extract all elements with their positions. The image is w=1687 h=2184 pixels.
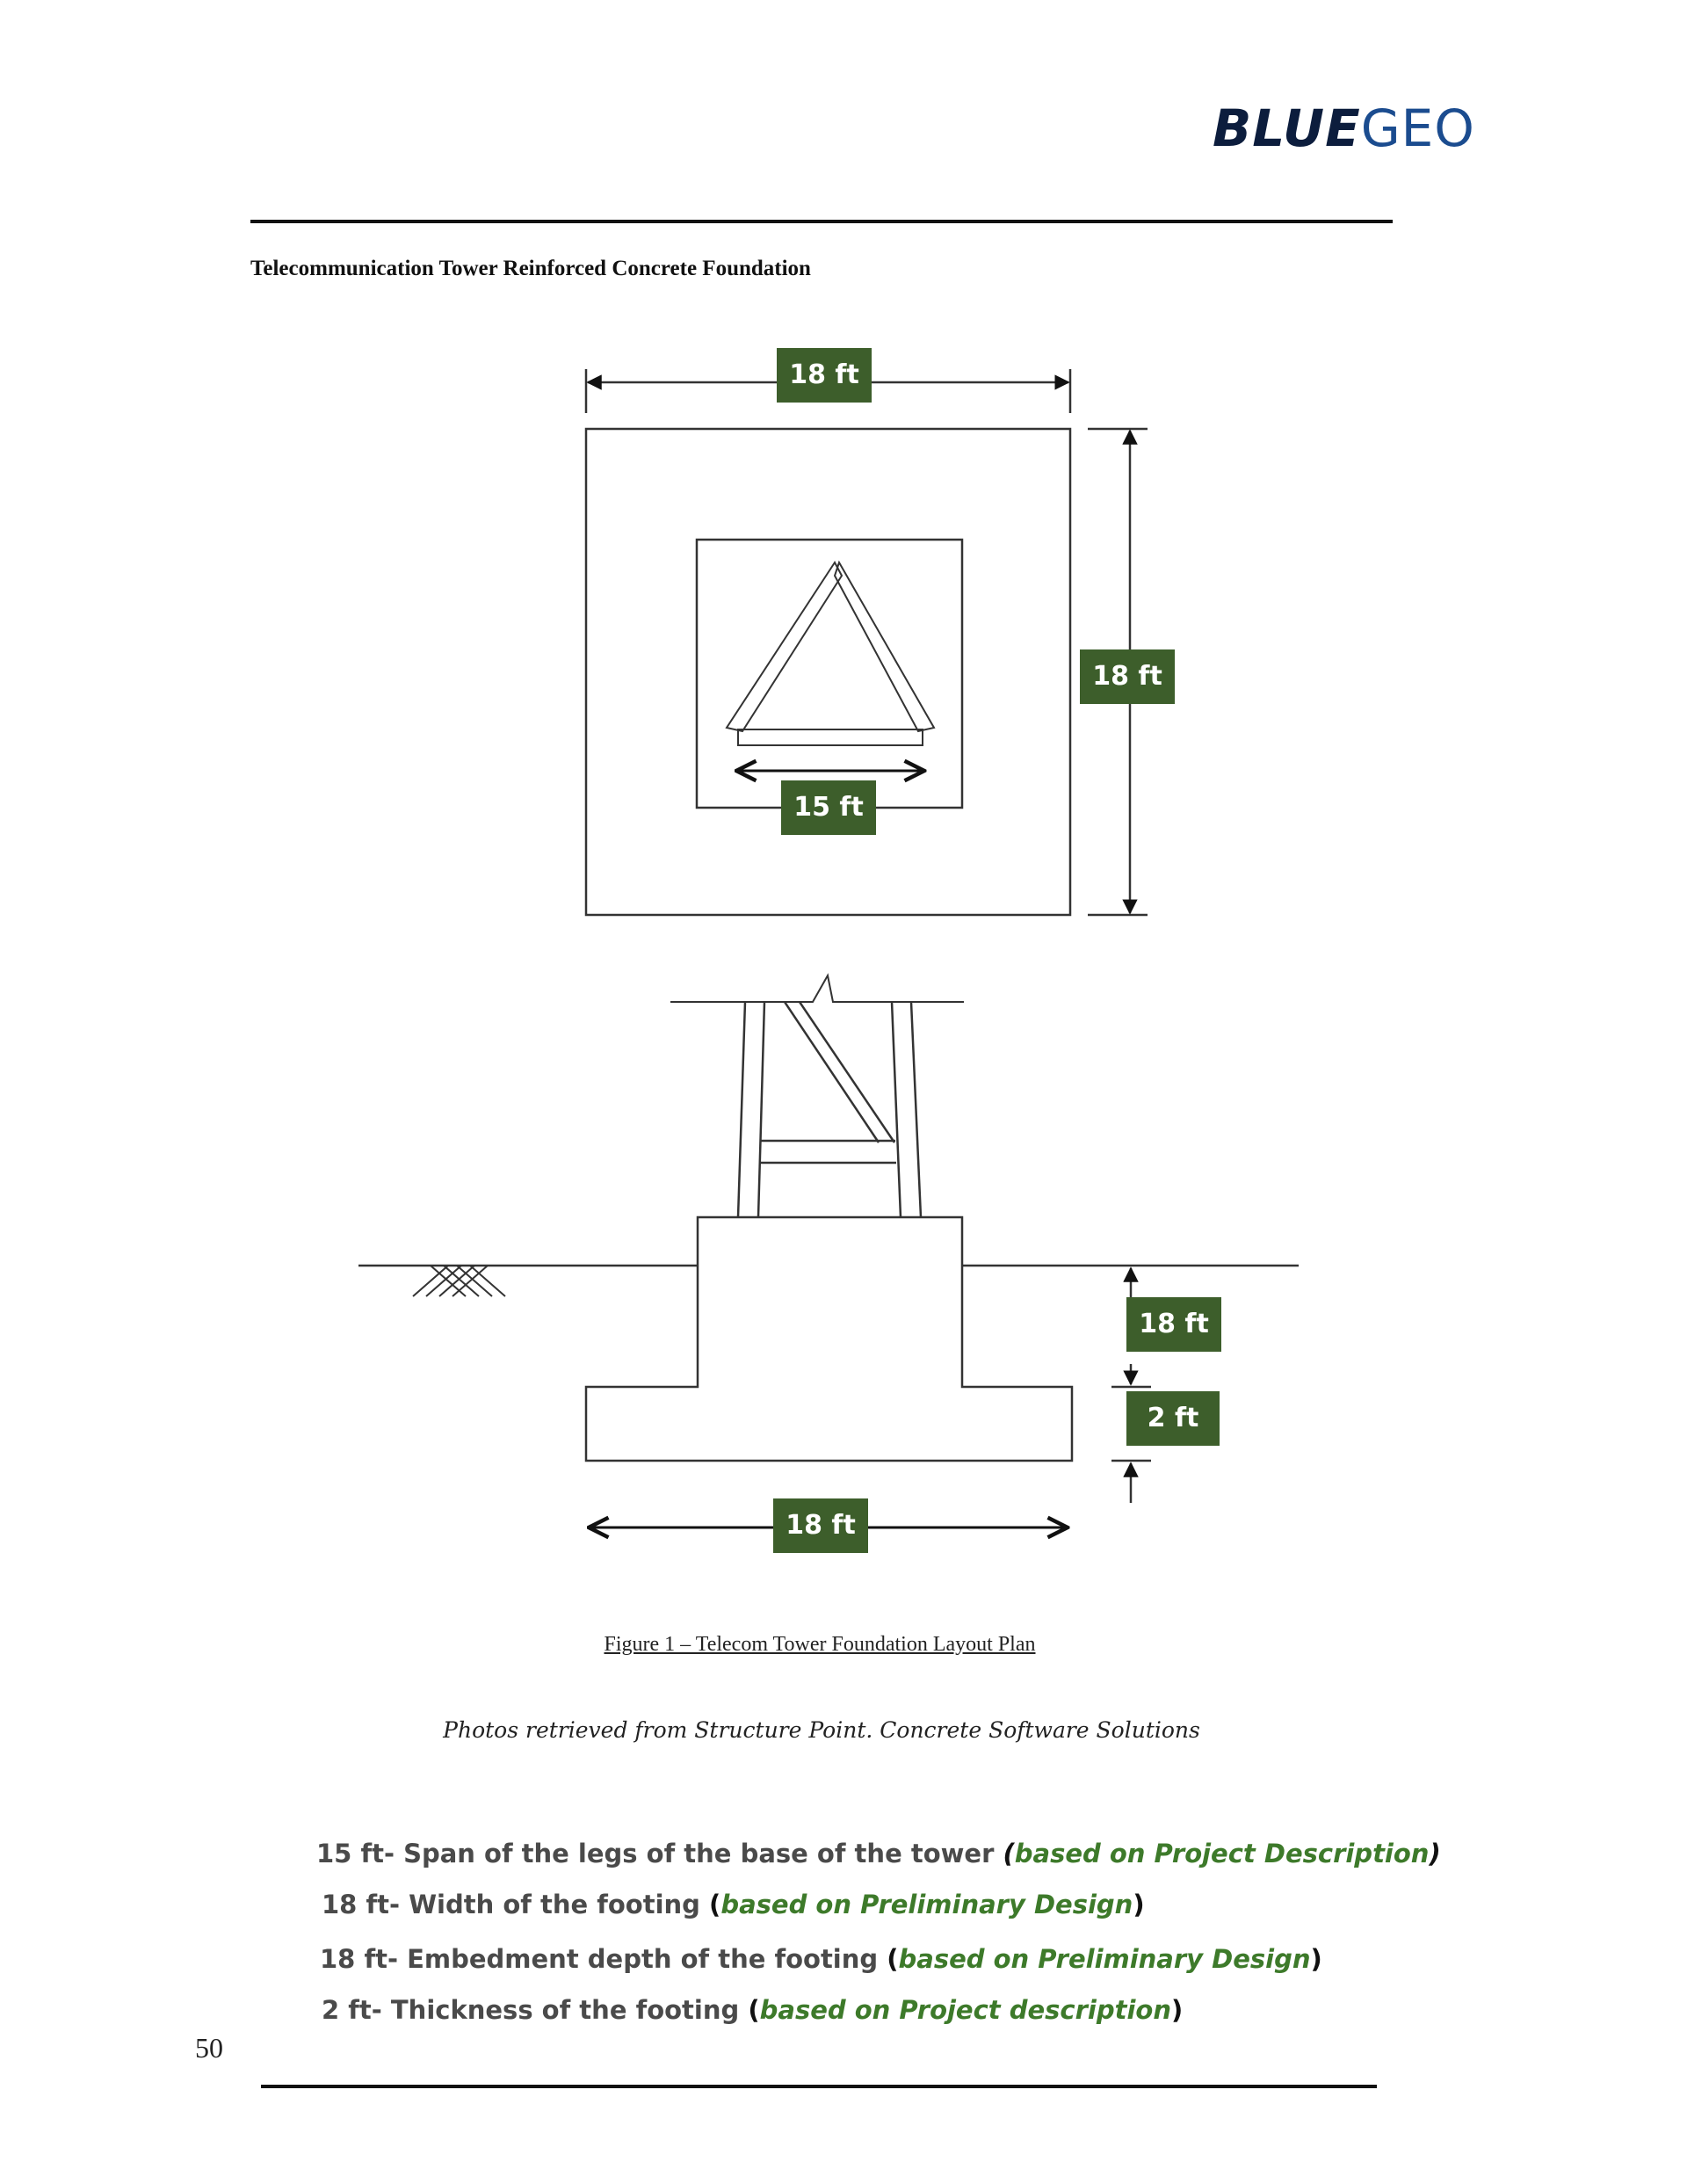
footing-elevation-profile — [586, 1217, 1072, 1461]
plan-footing-outline — [586, 429, 1070, 915]
plan-width-label: 18 ft — [777, 348, 872, 403]
embedment-label: 18 ft — [1126, 1297, 1221, 1352]
figure-credit: Photos retrieved from Structure Point. Concrete Software Solutions — [443, 1717, 1200, 1743]
tower-break-line — [670, 976, 964, 1002]
plan-pedestal-outline — [697, 540, 962, 808]
note-source: based on Project Description — [1014, 1839, 1430, 1868]
note-value: 18 ft — [322, 1890, 389, 1919]
note-description: - Thickness of the footing — [371, 1995, 749, 2025]
note-item: 18 ft- Width of the footing (based on Preliminary Design) — [322, 1890, 1145, 1919]
note-source: based on Project description — [759, 1995, 1172, 2025]
note-description: - Span of the legs of the base of the tower — [383, 1839, 1003, 1868]
note-item: 15 ft- Span of the legs of the base of the tower (based on Project Description) — [316, 1839, 1441, 1868]
footer-rule — [261, 2085, 1377, 2088]
page-number: 50 — [195, 2032, 223, 2064]
thickness-label: 2 ft — [1126, 1391, 1220, 1446]
document-title: Telecommunication Tower Reinforced Concrete Foundation — [250, 257, 811, 280]
note-value: 2 ft — [322, 1995, 372, 2025]
note-item: 18 ft- Embedment depth of the footing (based on Preliminary Design) — [320, 1944, 1322, 1974]
tower-elevation — [738, 1002, 921, 1217]
note-value: 18 ft — [320, 1944, 387, 1974]
note-value: 15 ft — [316, 1839, 384, 1868]
figure-caption: Figure 1 – Telecom Tower Foundation Layout Plan — [604, 1633, 1036, 1656]
note-source: based on Preliminary Design — [898, 1944, 1311, 1974]
leg-span-label: 15 ft — [781, 780, 876, 835]
note-source: based on Preliminary Design — [720, 1890, 1133, 1919]
logo-bold-text: BLUE — [1213, 98, 1361, 158]
ground-hatch-symbol — [413, 1266, 505, 1296]
footing-width-label: 18 ft — [773, 1498, 868, 1553]
note-description: - Embedment depth of the footing — [387, 1944, 887, 1974]
plan-height-label: 18 ft — [1080, 649, 1175, 704]
note-description: - Width of the footing — [388, 1890, 710, 1919]
tower-legs-triangle — [727, 562, 934, 745]
note-item: 2 ft- Thickness of the footing (based on Project description) — [322, 1995, 1184, 2025]
logo-light-text: GEO — [1360, 98, 1475, 158]
